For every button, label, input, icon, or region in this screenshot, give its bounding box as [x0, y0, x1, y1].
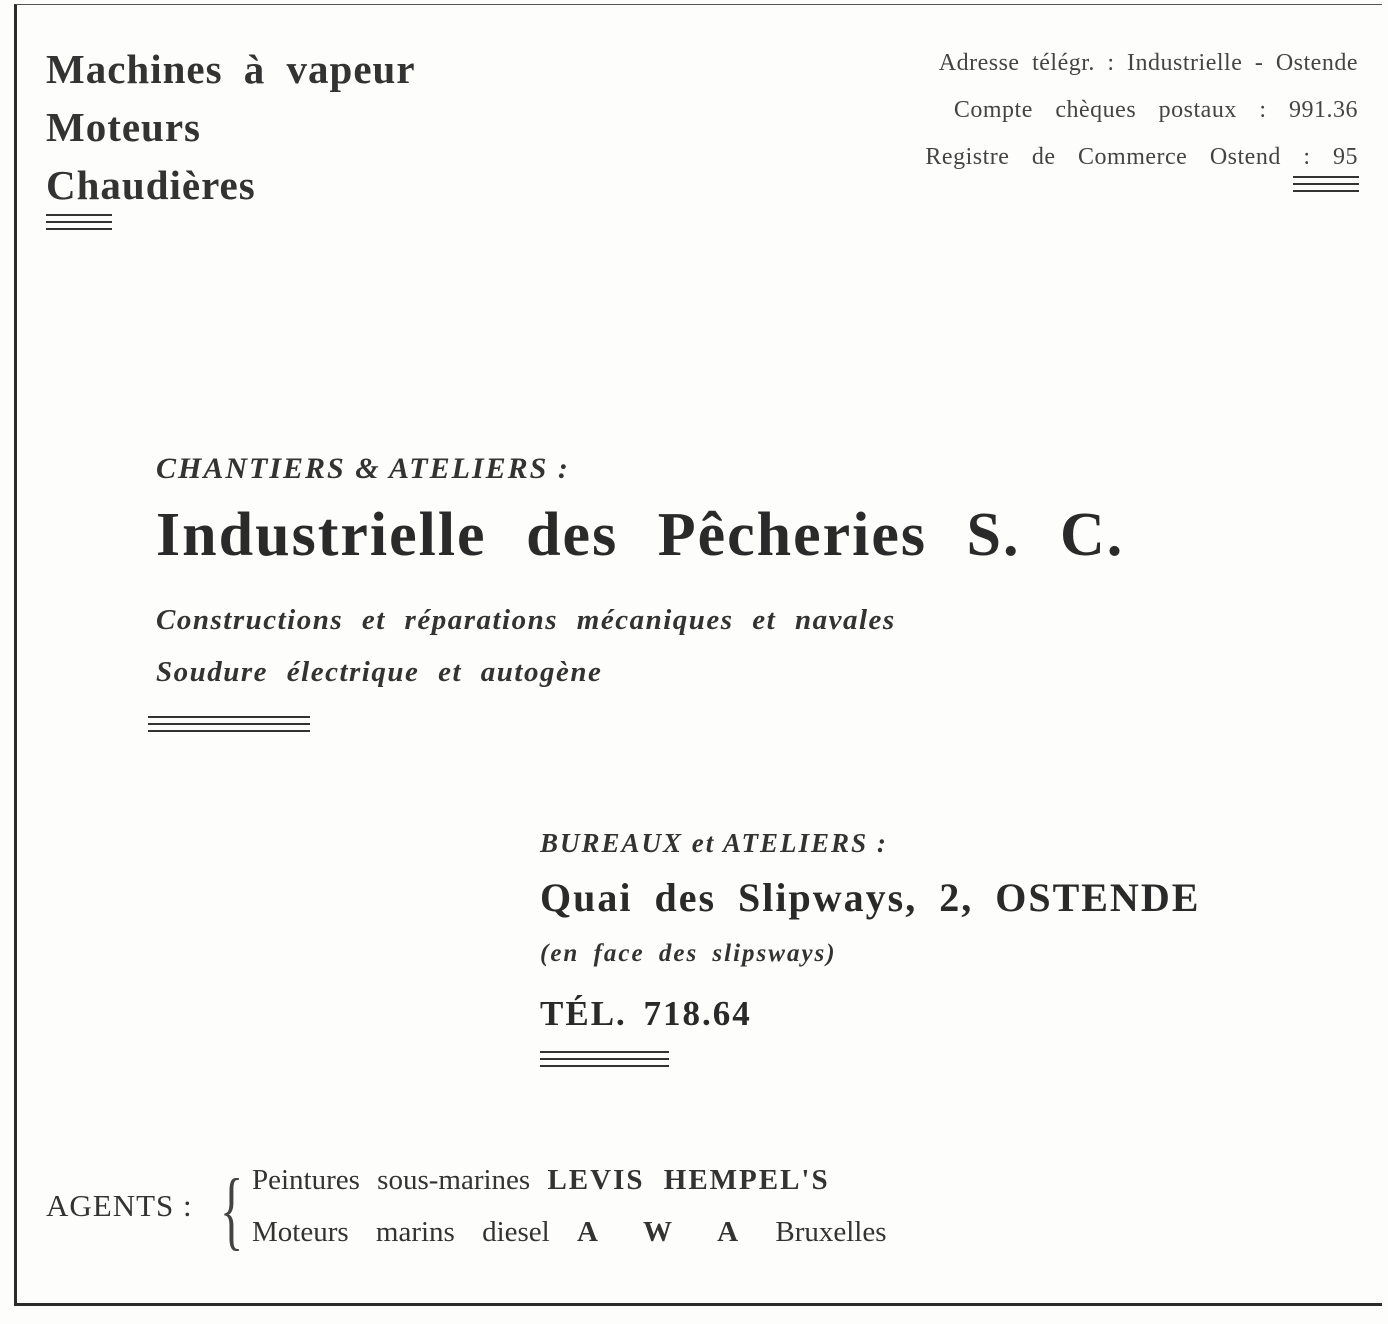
- service-welding: Soudure électrique et autogène: [156, 656, 603, 688]
- agent-paints: [252, 1164, 830, 1197]
- agent-paints-text: Peintures sous-marines: [252, 1164, 531, 1196]
- agents-label: AGENTS :: [46, 1188, 193, 1223]
- shipyard-subtitle: CHANTIERS & ATELIERS :: [156, 452, 570, 485]
- postal-cheque-account: Compte chèques postaux : 991.36: [953, 97, 1358, 123]
- product-motors: Moteurs: [46, 104, 202, 150]
- service-construction: Constructions et réparations mécaniques et navales: [156, 604, 896, 636]
- agent-engines-brand: A W A: [576, 1216, 749, 1248]
- office-heading: BUREAUX et ATELIERS :: [540, 828, 888, 858]
- rule-top-left: [46, 214, 112, 235]
- contact-info: [925, 40, 1358, 181]
- rule-middle: [148, 716, 310, 737]
- office-address: Quai des Slipways, 2, OSTENDE: [540, 875, 1201, 920]
- office-location-note: (en face des slipsways): [540, 940, 837, 967]
- agents-brace: {: [220, 1162, 244, 1259]
- rule-office: [540, 1051, 669, 1072]
- products-list: [46, 40, 416, 214]
- agent-engines-text: Moteurs marins diesel: [252, 1216, 550, 1248]
- agent-engines: [252, 1216, 887, 1249]
- office-phone: TÉL. 718.64: [540, 994, 752, 1033]
- agent-paints-brand: LEVIS HEMPEL'S: [547, 1164, 830, 1196]
- product-boilers: Chaudières: [46, 162, 256, 208]
- agent-engines-city: Bruxelles: [775, 1216, 887, 1248]
- rule-top-right: [1293, 176, 1359, 197]
- company-name: Industrielle des Pêcheries S. C.: [156, 501, 1125, 569]
- telegraph-address: Adresse télégr. : Industrielle - Ostende: [938, 50, 1358, 76]
- commerce-register: Registre de Commerce Ostend : 95: [925, 144, 1358, 170]
- product-steam-engines: Machines à vapeur: [46, 46, 416, 92]
